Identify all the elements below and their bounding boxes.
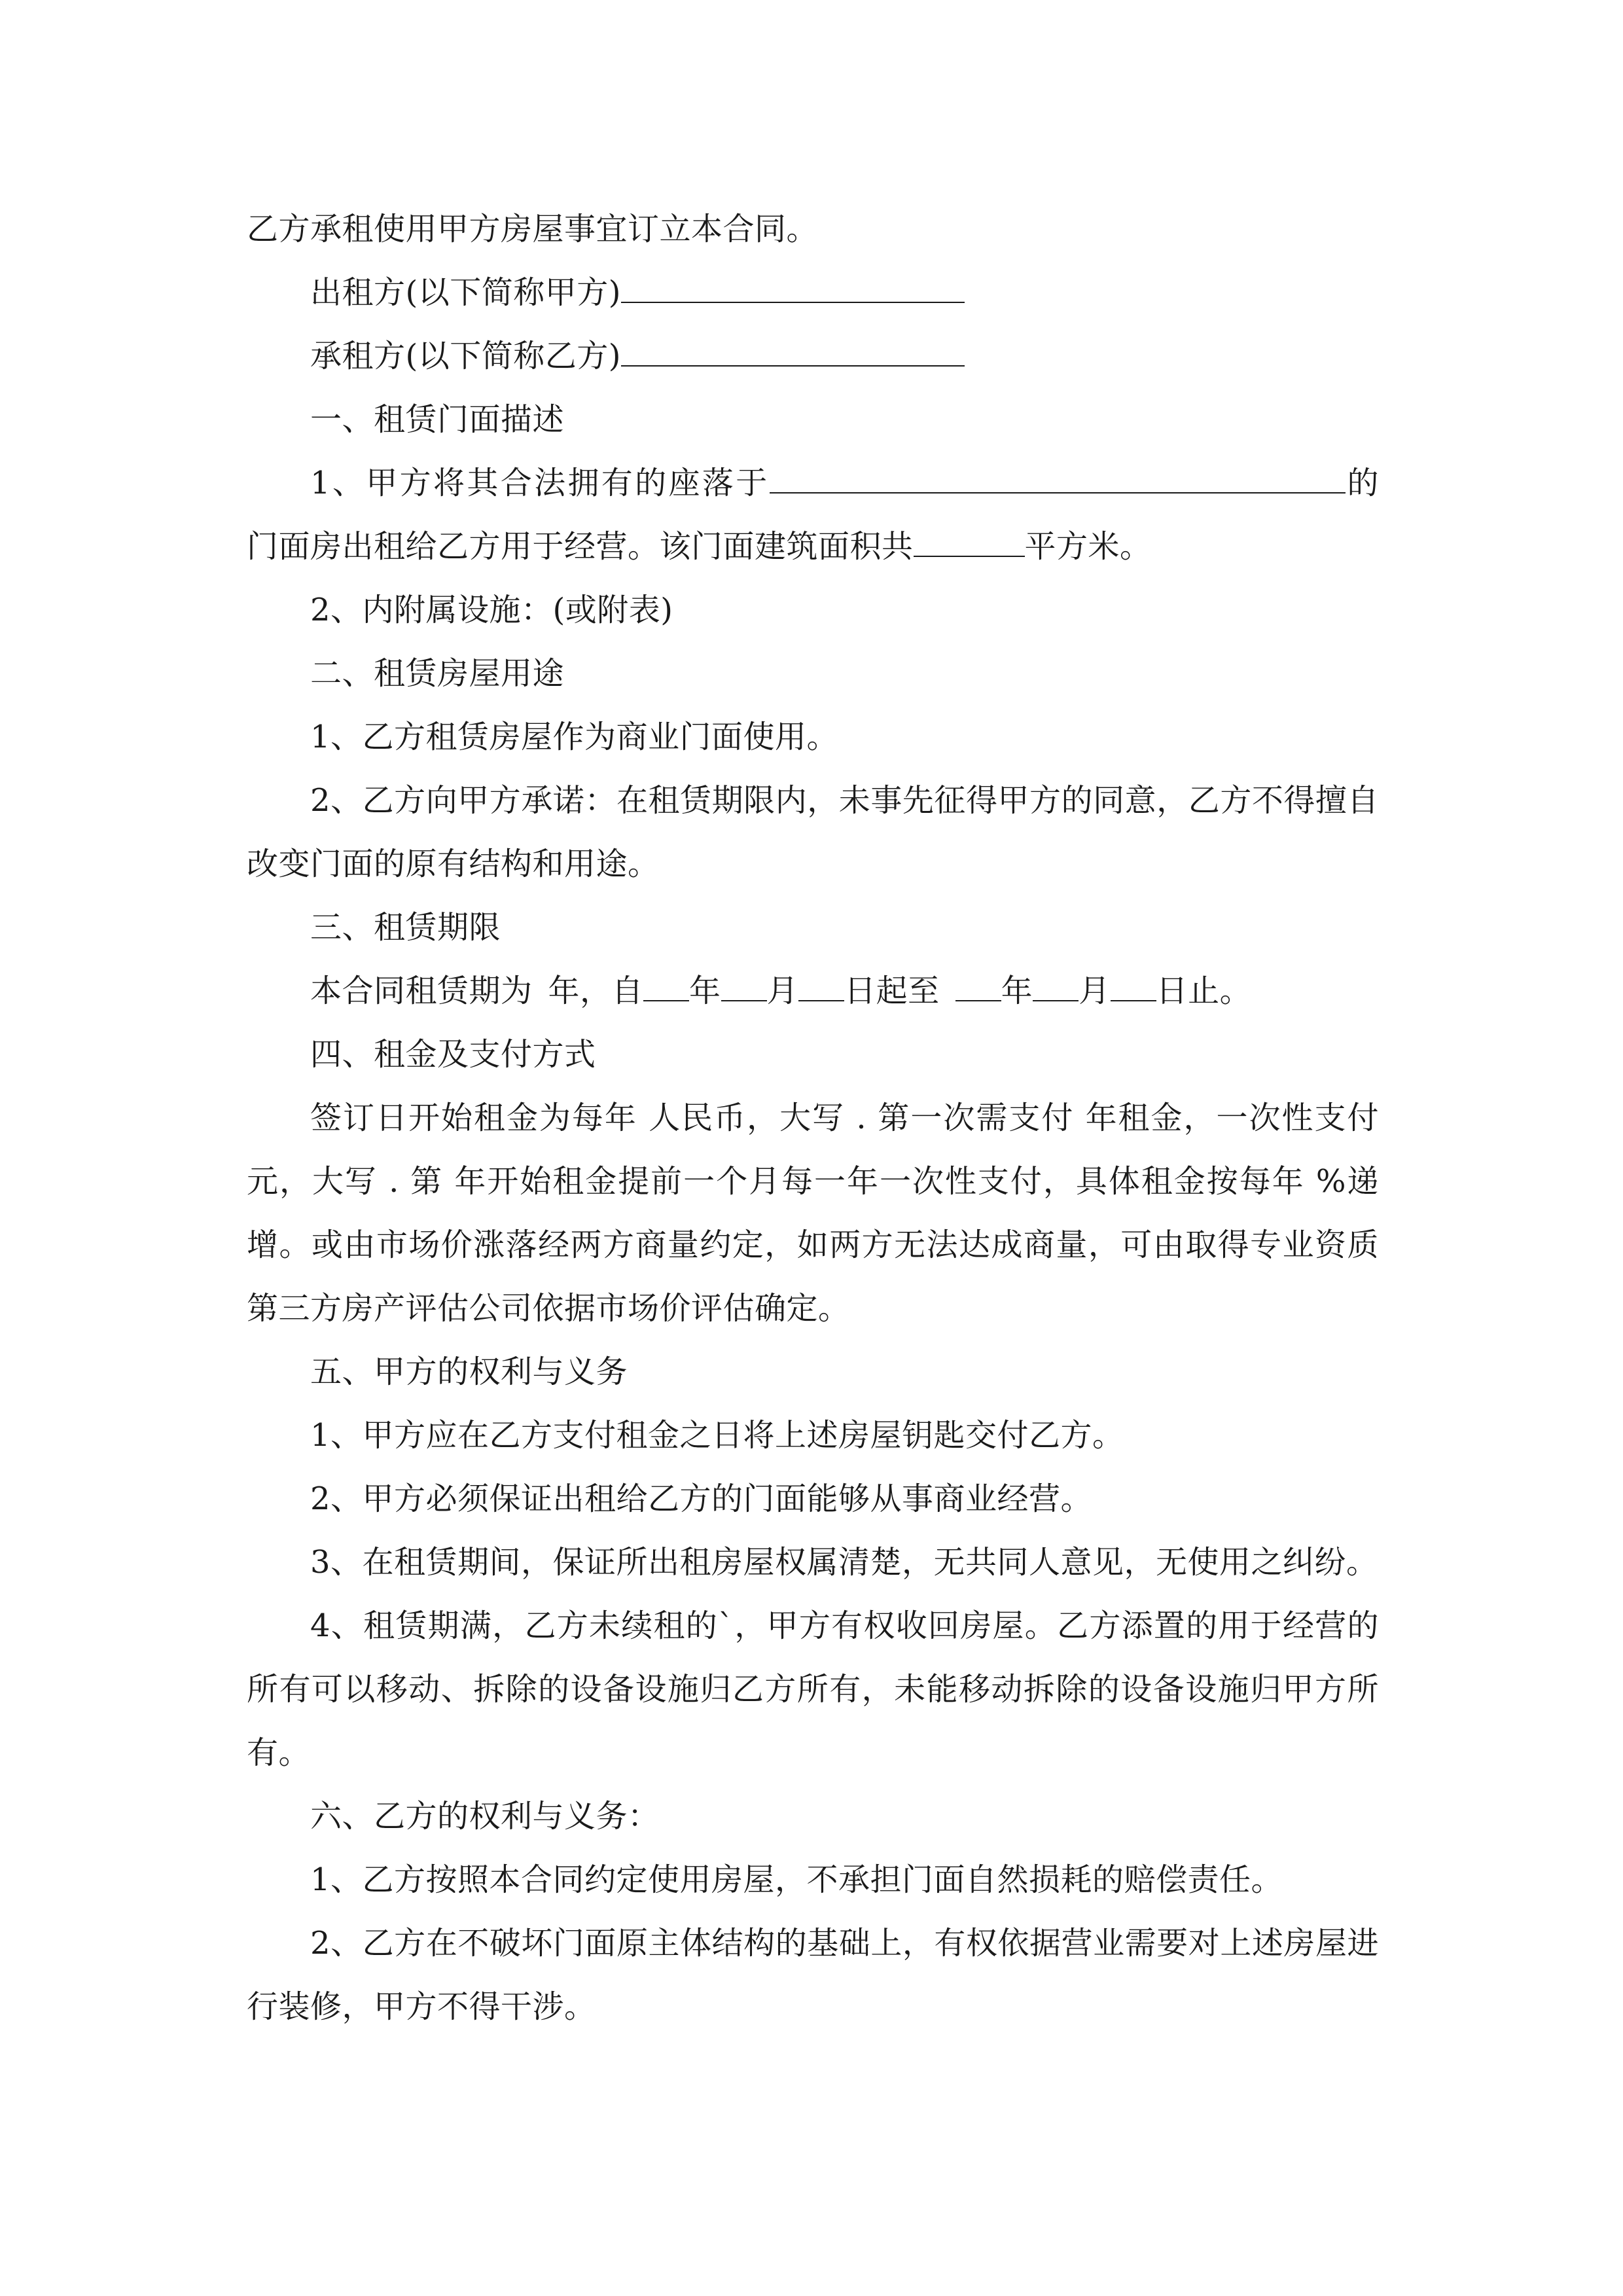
heading-text: 五、甲方的权利与义务 (310, 1354, 628, 1390)
paragraph-text: 2、内附属设施：(或附表) (310, 592, 673, 628)
area-blank (914, 527, 1025, 557)
paragraph-text: 1、乙方租赁房屋作为商业门面使用。 (310, 719, 839, 755)
paragraph-lessor-duty-2 (247, 1467, 1379, 1531)
paragraph-text: 的门面房出租给乙方用于经营。该门面建筑面积共 (247, 465, 1379, 565)
section-heading-5 (247, 1340, 1379, 1404)
paragraph-text: 月 (1079, 973, 1111, 1009)
paragraph-rent-payment (247, 1086, 1379, 1340)
paragraph-text: 日起至 (844, 973, 940, 1009)
paragraph-lessor-duty-4 (247, 1594, 1379, 1785)
section-heading-3 (247, 896, 1379, 960)
paragraph-text: 3、在租赁期间，保证所出租房屋权属清楚，无共同人意见，无使用之纠纷。 (310, 1544, 1378, 1581)
paragraph-lessee (247, 325, 1379, 388)
paragraph-text: 1、甲方将其合法拥有的座落于 (310, 465, 770, 501)
paragraph-text: 1、甲方应在乙方支付租金之日将上述房屋钥匙交付乙方。 (310, 1417, 1124, 1454)
paragraph-lease-term (247, 960, 1379, 1023)
paragraph-text: 2、乙方向甲方承诺：在租赁期限内，未事先征得甲方的同意，乙方不得擅自改变门面的原有结构和用途。 (247, 782, 1379, 882)
heading-text: 三、租赁期限 (310, 909, 501, 946)
paragraph-text: 年，自 (548, 973, 644, 1009)
end-day-blank (1111, 971, 1156, 1001)
heading-text: 一、租赁门面描述 (310, 401, 565, 438)
end-month-blank (1033, 971, 1079, 1001)
start-year-blank (643, 971, 689, 1001)
paragraph-text: 月 (766, 973, 799, 1009)
paragraph-text: 签订日开始租金为每年 人民币，大写 . 第一次需支付 年租金，一次性支付 元，大写 . 第 年开始租金提前一个月每一年一次性支付，具体租金按每年 %递增。或由市场价涨落经两方商量约定，如两方无法达成商量，可由取得专业资质第三方房产评估公司依据市场价评估确定。 (247, 1100, 1379, 1327)
end-year-blank (955, 971, 1001, 1001)
address-blank (770, 463, 1346, 493)
start-month-blank (721, 971, 767, 1001)
paragraph-lessee-duty-1 (247, 1848, 1379, 1912)
paragraph-text: 2、乙方在不破坏门面原主体结构的基础上，有权依据营业需要对上述房屋进行装修，甲方不得干涉。 (247, 1925, 1379, 2025)
paragraph-text: 1、乙方按照本合同约定使用房屋，不承担门面自然损耗的赔偿责任。 (310, 1861, 1283, 1898)
heading-text: 六、乙方的权利与义务： (310, 1798, 660, 1835)
paragraph-usage-1 (247, 706, 1379, 769)
paragraph-facilities (247, 579, 1379, 642)
paragraph-lessor (247, 261, 1379, 325)
paragraph-text: 4、租赁期满，乙方未续租的`，甲方有权收回房屋。乙方添置的用于经营的所有可以移动、拆除的设备设施归乙方所有，未能移动拆除的设备设施归甲方所有。 (247, 1607, 1379, 1771)
heading-text: 四、租金及支付方式 (310, 1036, 596, 1073)
lessee-label: 承租方(以下简称乙方) (310, 338, 621, 374)
paragraph-text: 乙方承租使用甲方房屋事宜订立本合同。 (247, 211, 819, 247)
section-heading-4 (247, 1023, 1379, 1086)
paragraph-text: 平方米。 (1024, 528, 1152, 565)
paragraph-lessor-duty-3 (247, 1531, 1379, 1594)
paragraph-text: 年 (1001, 973, 1033, 1009)
paragraph-text: 本合同租赁期为 (310, 973, 533, 1009)
paragraph-usage-2 (247, 769, 1379, 896)
lessor-name-blank (621, 273, 965, 303)
heading-text: 二、租赁房屋用途 (310, 655, 565, 692)
paragraph-intro (247, 198, 1379, 261)
contract-body (247, 198, 1379, 2039)
section-heading-1 (247, 388, 1379, 452)
paragraph-lessor-duty-1 (247, 1404, 1379, 1467)
paragraph-text: 年 (689, 973, 721, 1009)
paragraph-text: 日止。 (1156, 973, 1252, 1009)
paragraph-text: 2、甲方必须保证出租给乙方的门面能够从事商业经营。 (310, 1480, 1093, 1517)
section-heading-2 (247, 642, 1379, 706)
section-heading-6 (247, 1785, 1379, 1848)
lessor-label: 出租方(以下简称甲方) (310, 274, 621, 311)
lessee-name-blank (621, 336, 965, 367)
paragraph-property-location (247, 452, 1379, 579)
paragraph-lessee-duty-2 (247, 1912, 1379, 2039)
start-day-blank (798, 971, 844, 1001)
